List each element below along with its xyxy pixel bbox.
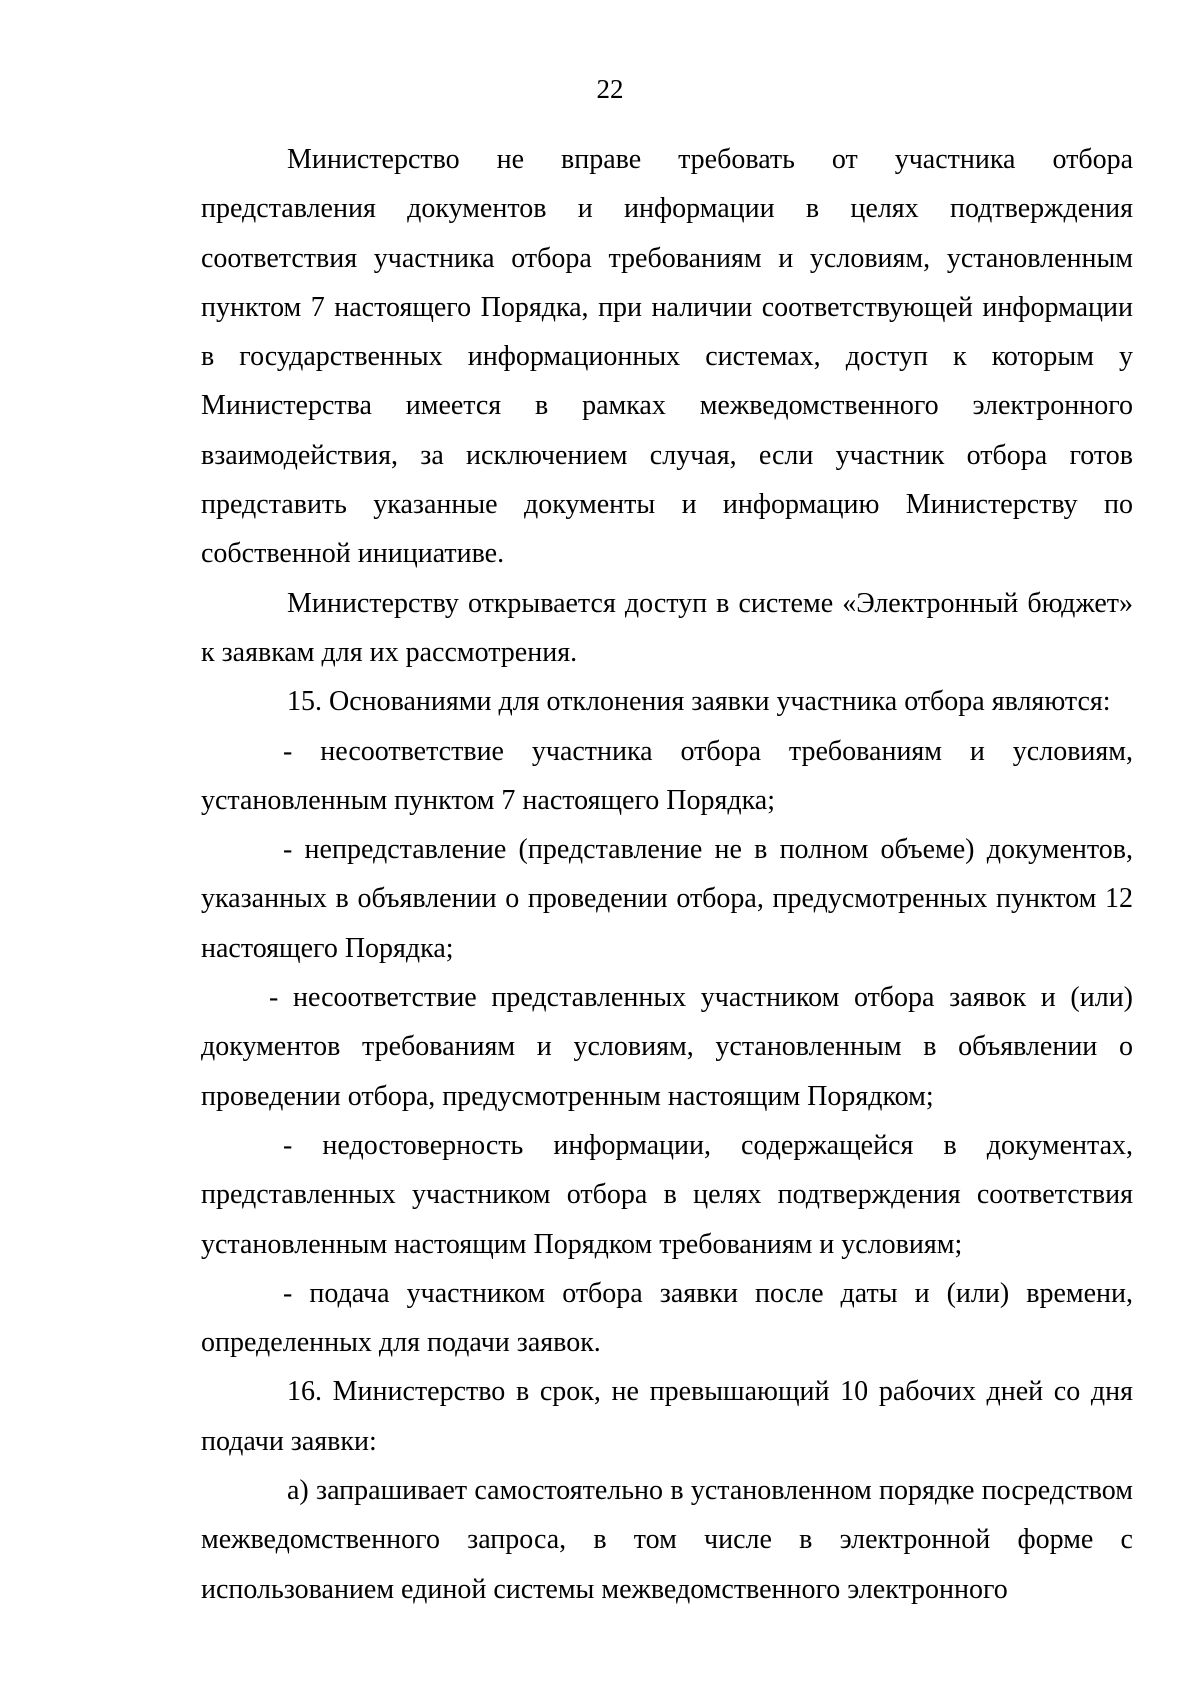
list-item-documents-not-submitted: - непредставление (представление не в полном объеме) документов, указанных в объявлении о проведении отбора, предусмотренных пунктом 12 настоящего Порядка;: [201, 834, 1133, 964]
paragraph-16-ministry-deadline: 16. Министерство в срок, не превышающий 10 рабочих дней со дня подачи заявки:: [201, 1376, 1133, 1457]
paragraph-16a-interagency-request: а) запрашивает самостоятельно в установленном порядке посредством межведомственного запроса, в том числе в электронной форме с использованием единой системы межведомственного электронного: [201, 1475, 1133, 1605]
page-number: 22: [596, 74, 624, 104]
list-item-late-submission: - подача участником отбора заявки после даты и (или) времени, определенных для подачи заявок.: [201, 1277, 1133, 1359]
list-item-nonconformity-participant: - несоответствие участника отбора требованиям и условиям, установленным пунктом 7 настоящего Порядка;: [201, 735, 1133, 816]
list-item-nonconformity-documents: - несоответствие представленных участником отбора заявок и (или) документов требованиям и условиям, установленным в объявлении о проведении отбора, предусмотренным настоящим Порядком;: [201, 982, 1133, 1112]
paragraph-electronic-budget-access: Министерству открывается доступ в системе «Электронный бюджет» к заявкам для их рассмотрения.: [201, 587, 1133, 668]
list-item-unreliable-information: - недостоверность информации, содержащейся в документах, представленных участником отбора в целях подтверждения соответствия установленным настоящим Порядком требованиям и условиям;: [201, 1129, 1133, 1260]
document-body: [201, 135, 1133, 1614]
paragraph-15-rejection-grounds: 15. Основаниями для отклонения заявки участника отбора являются:: [287, 686, 1111, 718]
paragraph-ministry-cannot-require: Министерство не вправе требовать от участника отбора представления документов и информации в целях подтверждения соответствия участника отбора требованиям и условиям, установленным пунктом 7 настоящего Порядка, при наличии соответствующей информации в государственных информационных системах, доступ к которым у Министерства имеется в рамках межведомственного электронного взаимодействия, за исключением случая, если участник отбора готов представить указанные документы и информацию Министерству по собственной инициативе.: [201, 144, 1133, 570]
